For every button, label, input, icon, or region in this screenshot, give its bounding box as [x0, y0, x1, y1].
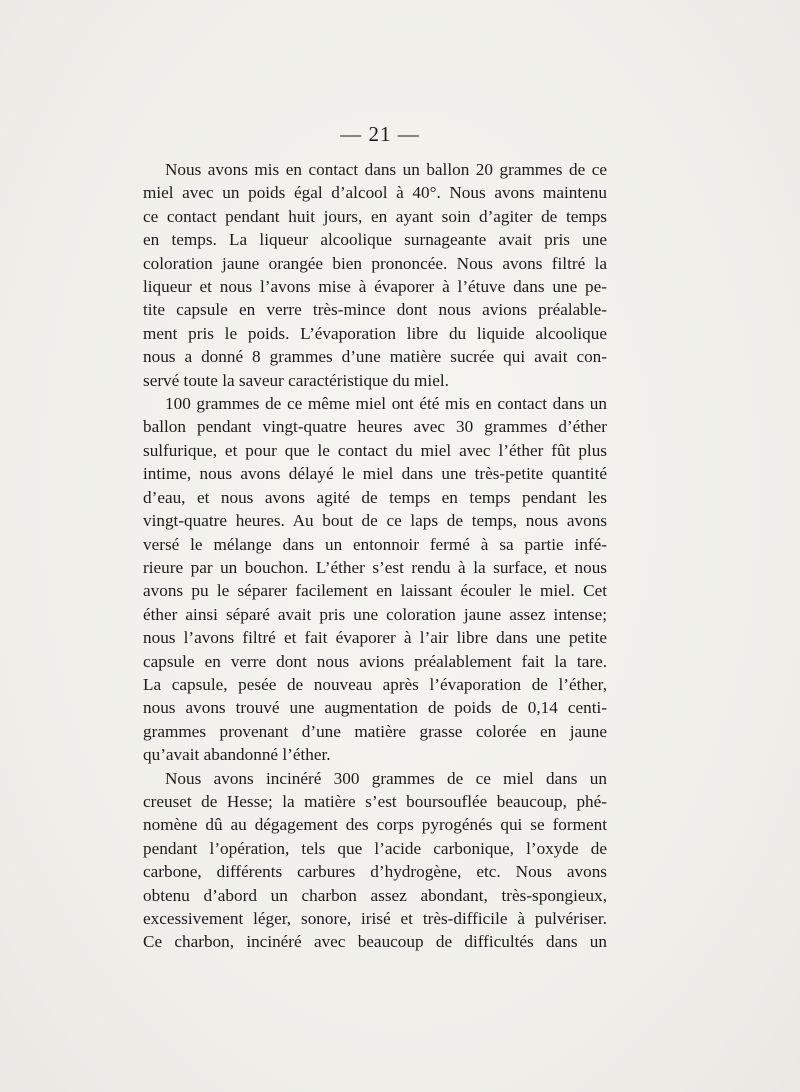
- text-line: creuset de Hesse; la matière s’est boursouflée beaucoup, phé-: [143, 791, 607, 811]
- text-line: Ce charbon, incinéré avec beaucoup de difficultés dans un: [143, 932, 607, 952]
- text-line: qu’avait abandonné l’éther.: [143, 745, 331, 765]
- text-line: excessivement léger, sonore, irisé et très-difficile à pulvériser.: [143, 909, 607, 928]
- text-line: carbone, différents carbures d’hydrogène, etc. Nous avons: [143, 862, 607, 882]
- text-line: nous avons trouvé une augmentation de poids de 0,14 centi-: [143, 698, 607, 718]
- text-line: tite capsule en verre très-mince dont nous avions préalable-: [143, 300, 607, 320]
- text-line: sulfurique, et pour que le contact du miel avec l’éther fût plus: [143, 440, 607, 460]
- body-text: [143, 158, 607, 954]
- text-line: ment pris le poids. L’évaporation libre du liquide alcoolique: [143, 323, 607, 343]
- text-line: miel avec un poids égal d’alcool à 40°. Nous avons maintenu: [143, 183, 607, 203]
- text-line: Nous avons incinéré 300 grammes de ce miel dans un: [165, 768, 607, 788]
- text-line: nous l’avons filtré et fait évaporer à l’air libre dans une petite: [143, 628, 607, 648]
- paragraph-3: [143, 767, 607, 954]
- text-line: liqueur et nous l’avons mise à évaporer à l’étuve dans une pe-: [143, 277, 607, 297]
- text-line: éther ainsi séparé avait pris une coloration jaune assez intense;: [143, 604, 607, 624]
- text-line: rieure par un bouchon. L’éther s’est rendu à la surface, et nous: [143, 557, 607, 577]
- text-line: servé toute la saveur caractéristique du miel.: [143, 370, 449, 390]
- text-line: 100 grammes de ce même miel ont été mis en contact dans un: [165, 394, 607, 414]
- text-line: grammes provenant d’une matière grasse colorée en jaune: [143, 721, 607, 741]
- text-line: pendant l’opération, tels que l’acide carbonique, l’oxyde de: [143, 838, 607, 858]
- text-line: vingt-quatre heures. Au bout de ce laps de temps, nous avons: [143, 511, 607, 531]
- text-line: en temps. La liqueur alcoolique surnageante avait pris une: [143, 230, 607, 250]
- text-line: avons pu le séparer facilement en laissant écouler le miel. Cet: [143, 581, 607, 601]
- text-line: versé le mélange dans un entonnoir fermé à sa partie infé-: [143, 534, 607, 554]
- text-line: d’eau, et nous avons agité de temps en temps pendant les: [143, 487, 607, 507]
- text-line: obtenu d’abord un charbon assez abondant, très-spongieux,: [143, 885, 607, 905]
- paragraph-2: [143, 392, 607, 767]
- text-line: capsule en verre dont nous avions préalablement fait la tare.: [143, 651, 607, 671]
- text-line: ce contact pendant huit jours, en ayant soin d’agiter de temps: [143, 206, 607, 226]
- text-line: Nous avons mis en contact dans un ballon 20 grammes de ce: [165, 160, 607, 179]
- text-line: ballon pendant vingt-quatre heures avec 30 grammes d’éther: [143, 417, 607, 437]
- page-number: — 21 —: [340, 122, 420, 146]
- paragraph-1: [143, 158, 607, 392]
- text-line: La capsule, pesée de nouveau après l’évaporation de l’éther,: [143, 674, 607, 694]
- text-line: intime, nous avons délayé le miel dans une très-petite quantité: [143, 464, 607, 484]
- text-line: nomène dû au dégagement des corps pyrogénés qui se forment: [143, 815, 607, 835]
- text-line: coloration jaune orangée bien prononcée. Nous avons filtré la: [143, 253, 607, 273]
- text-line: nous a donné 8 grammes d’une matière sucrée qui avait con-: [143, 347, 607, 367]
